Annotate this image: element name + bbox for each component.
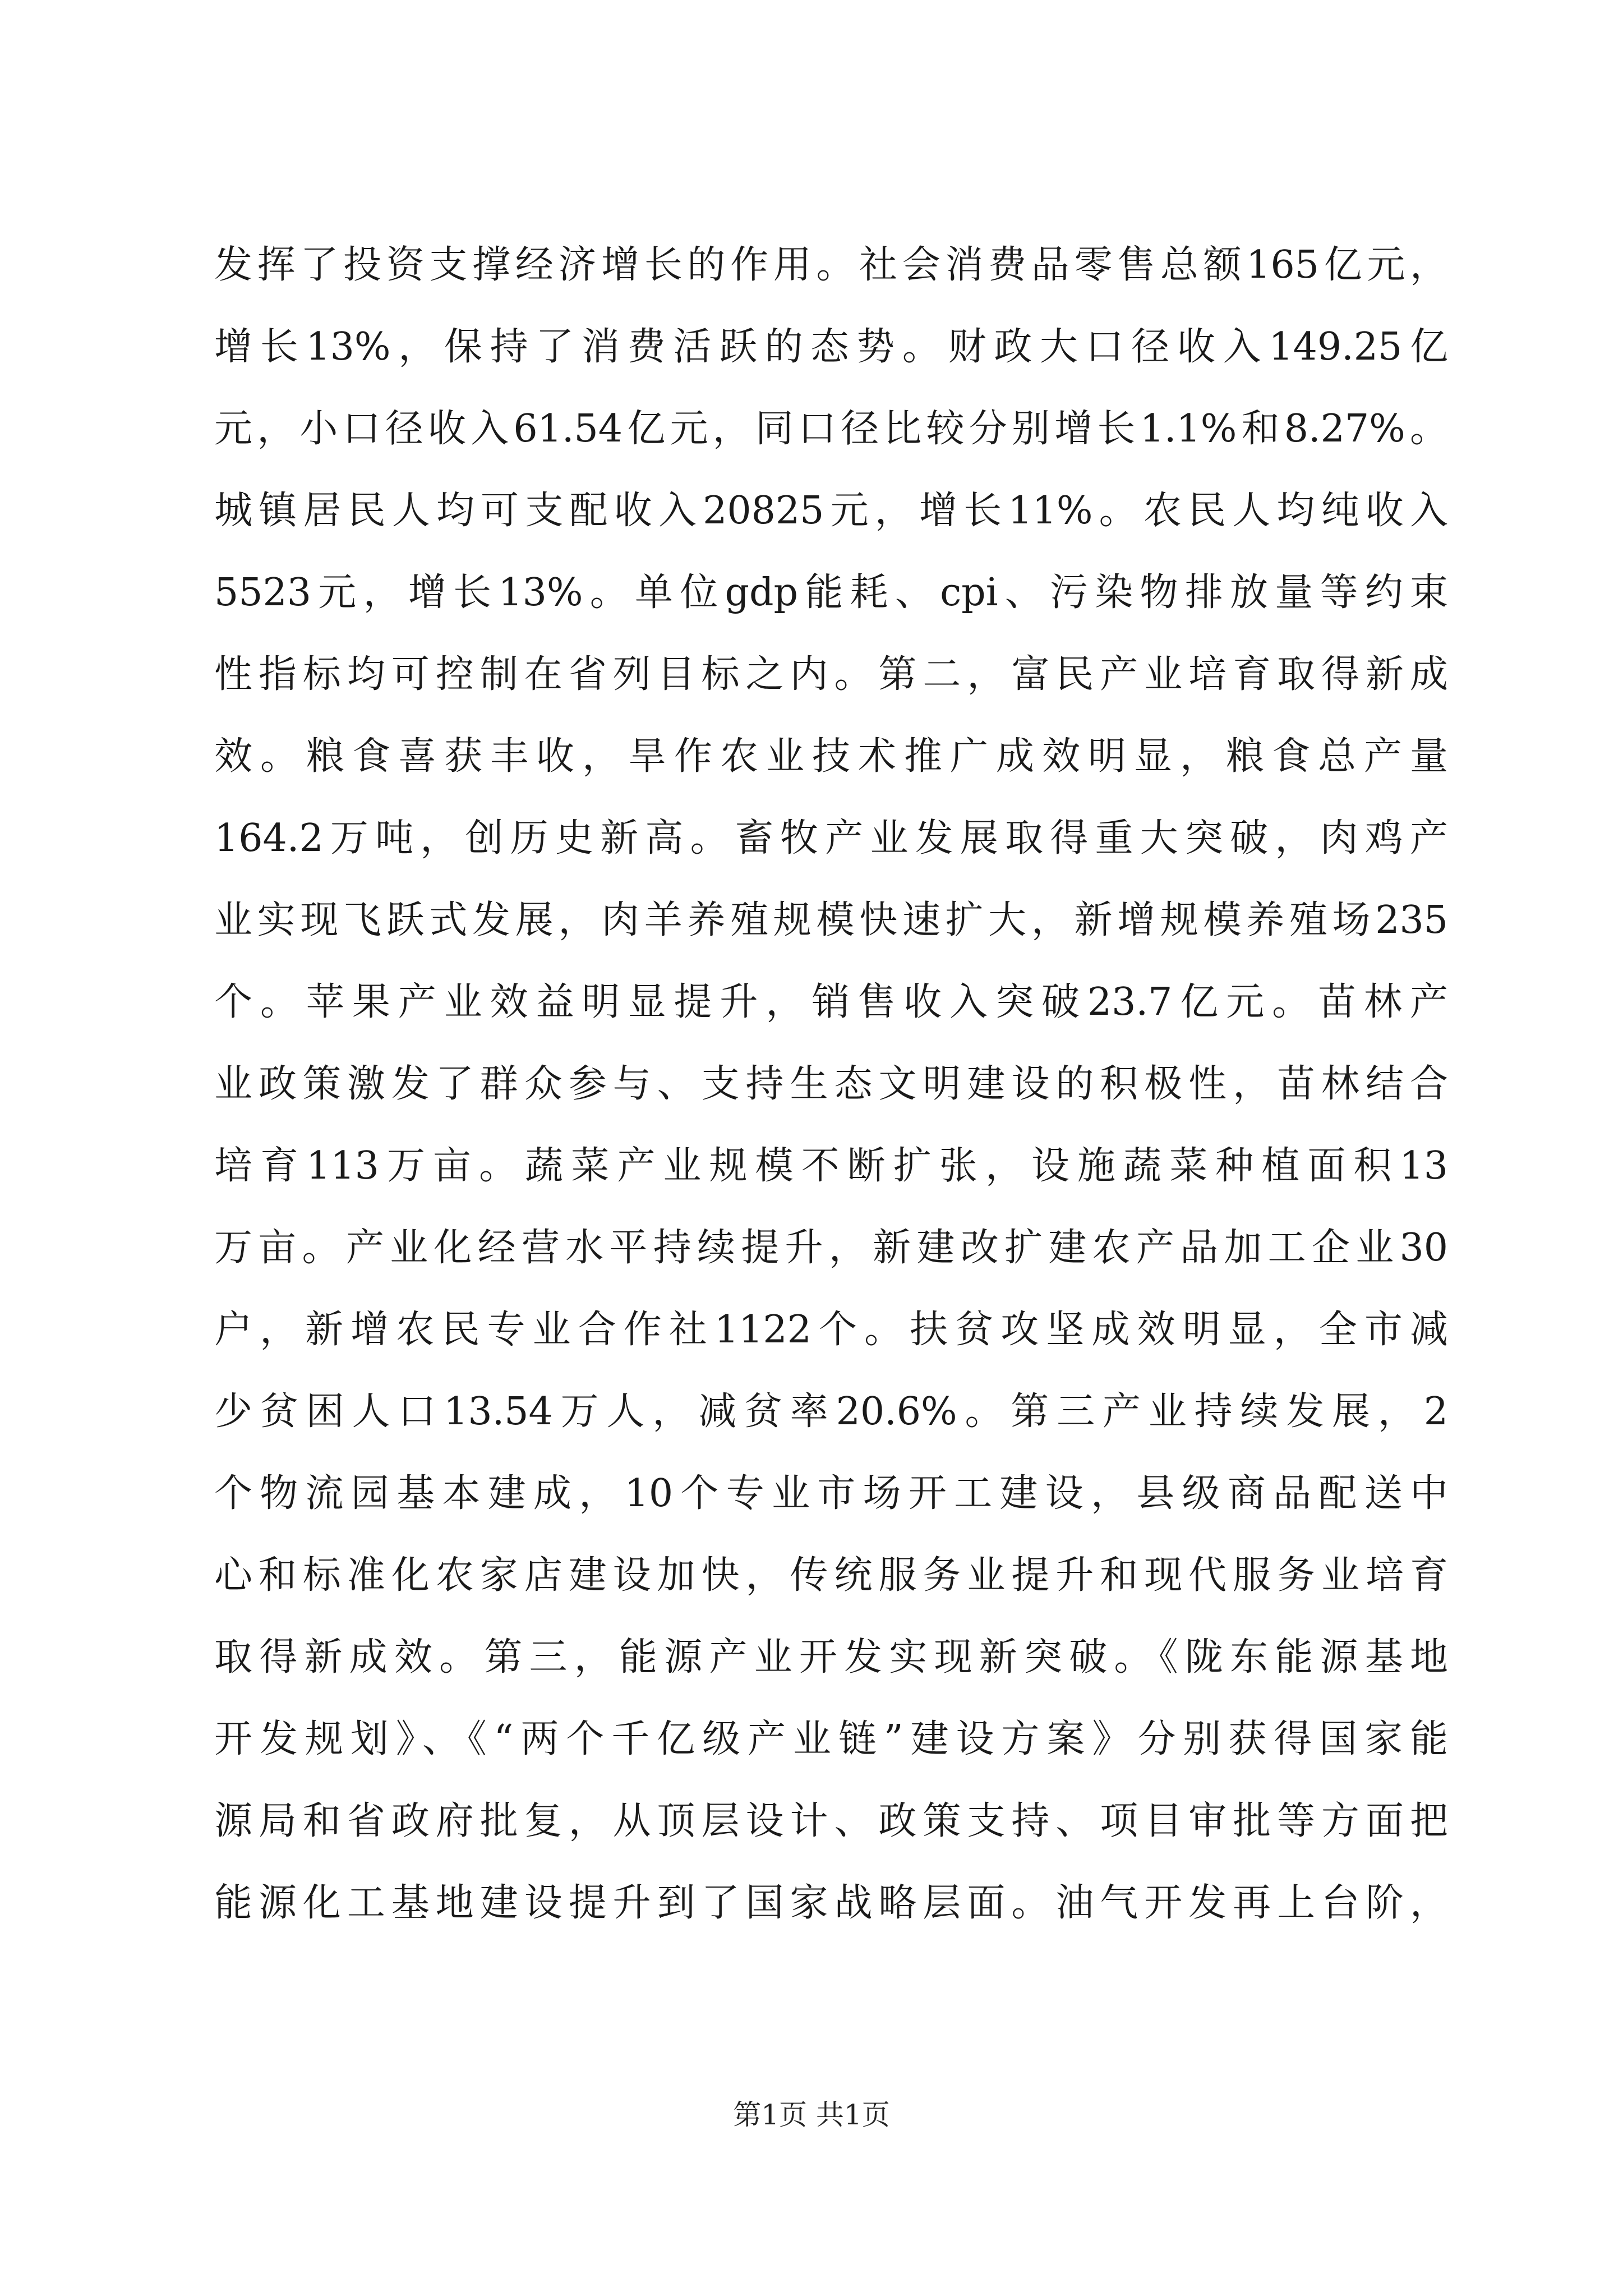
text-line: 城镇居民人均可支配收入20825元，增长11%。农民人均纯收入 (214, 489, 1448, 533)
body-paragraph (214, 224, 1448, 1944)
text-line: 效。粮食喜获丰收，旱作农业技术推广成效明显，粮食总产量 (214, 734, 1448, 779)
text-line: 万亩。产业化经营水平持续提升，新建改扩建农产品加工企业30 (214, 1226, 1448, 1270)
text-line: 元，小口径收入61.54亿元，同口径比较分别增长1.1%和8.27%。 (214, 407, 1448, 451)
text-line: 性指标均可控制在省列目标之内。第二，富民产业培育取得新成 (214, 652, 1448, 697)
page-number-footer: 第1页 共1页 (733, 2099, 890, 2131)
text-line: 户，新增农民专业合作社1122个。扶贫攻坚成效明显，全市减 (214, 1308, 1448, 1352)
text-line: 增长13%，保持了消费活跃的态势。财政大口径收入149.25亿 (214, 325, 1448, 369)
text-line: 源局和省政府批复，从顶层设计、政策支持、项目审批等方面把 (214, 1799, 1448, 1843)
text-line: 164.2万吨，创历史新高。畜牧产业发展取得重大突破，肉鸡产 (214, 816, 1448, 861)
text-line: 培育113万亩。蔬菜产业规模不断扩张，设施蔬菜种植面积13 (214, 1144, 1448, 1188)
text-line: 少贫困人口13.54万人，减贫率20.6%。第三产业持续发展，2 (214, 1389, 1448, 1434)
text-line: 5523元，增长13%。单位gdp能耗、cpi、污染物排放量等约束 (214, 570, 1448, 615)
text-line: 业政策激发了群众参与、支持生态文明建设的积极性，苗林结合 (214, 1062, 1448, 1106)
text-line: 业实现飞跃式发展，肉羊养殖规模快速扩大，新增规模养殖场235 (214, 898, 1448, 942)
text-line: 发挥了投资支撑经济增长的作用。社会消费品零售总额165亿元， (214, 243, 1448, 287)
text-line: 心和标准化农家店建设加快，传统服务业提升和现代服务业培育 (214, 1553, 1448, 1598)
text-line: 个物流园基本建成，10个专业市场开工建设，县级商品配送中 (214, 1471, 1448, 1516)
text-line: 个。苹果产业效益明显提升，销售收入突破23.7亿元。苗林产 (214, 980, 1448, 1024)
text-line: 取得新成效。第三，能源产业开发实现新突破。《陇东能源基地 (214, 1635, 1448, 1680)
text-line: 开发规划》、《“两个千亿级产业链”建设方案》分别获得国家能 (214, 1717, 1448, 1761)
text-line: 能源化工基地建设提升到了国家战略层面。油气开发再上台阶， (214, 1881, 1448, 1925)
